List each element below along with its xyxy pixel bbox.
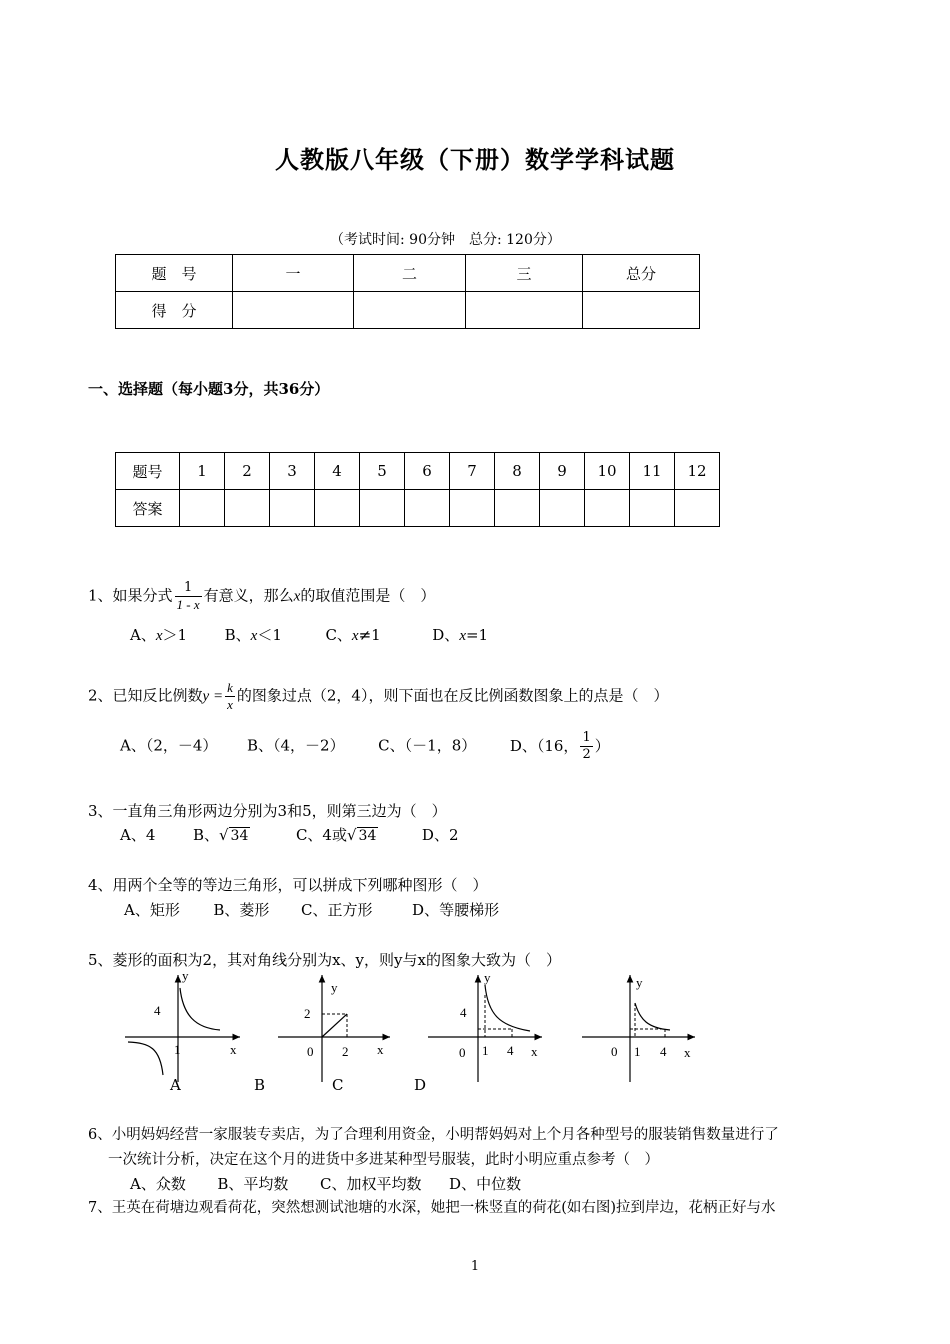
answer-number-cell: 10 [585,453,630,490]
question-7-line1: 7、王英在荷塘边观看荷花，突然想测试池塘的水深，她把一株竖直的荷花(如右图)拉到岸边，花柄正好与水 [88,1200,776,1216]
q6-option-d: D、中位数 [449,1175,522,1193]
score-header-cell: 二 [354,255,466,292]
answer-cell [540,490,585,527]
tick-label: 4 [460,1005,467,1020]
answer-cell [450,490,495,527]
axis-x-label: x [531,1044,538,1059]
tick-label: 2 [342,1044,349,1059]
q2-option-d [509,730,610,762]
score-cell [583,292,700,329]
answer-cell [675,490,720,527]
graph-label-b: B [254,1076,266,1094]
score-cell [233,292,354,329]
option-label: C、4或 [295,826,347,844]
q3-options [120,825,459,846]
answer-header-label: 题号 [116,453,180,490]
option-text: =1 [465,626,489,644]
answer-cell [405,490,450,527]
frac-den: 2 [582,747,591,762]
q1-var: x [293,588,301,605]
graph-label-a: A [170,1076,181,1094]
question-6-line1: 6、小明妈妈经营一家服装专卖店，为了合理利用资金，小明帮妈妈对上个月各种型号的服装销售数量进行了 [88,1127,779,1143]
score-table-header-row [116,255,700,292]
tick-label: 1 [634,1044,641,1059]
option-label: B、 [192,826,219,844]
answer-cell [270,490,315,527]
score-row-label: 得 分 [116,292,233,329]
tick-label: 1 [174,1042,181,1057]
question-6-line2: 一次统计分析，决定在这个月的进货中多进某种型号服装，此时小明应重点参考（ ） [108,1152,659,1168]
option-text: ＞1 [162,626,188,644]
q2-options [120,730,610,763]
answer-number-cell: 9 [540,453,585,490]
q2-frac-num: k [227,680,233,695]
answer-cell [225,490,270,527]
answer-number-cell: 2 [225,453,270,490]
axis-y-label: y [484,970,491,985]
answer-number-cell: 1 [180,453,225,490]
q6-options [130,1174,521,1194]
radicand: 34 [230,828,249,844]
graph-c [428,975,542,1082]
answer-number-cell: 5 [360,453,405,490]
q1-frac-num: 1 [175,580,202,597]
section-heading: 一、选择题（每小题3分，共36分） [88,380,330,398]
q1-suffix-b: 的取值范围是（ ） [300,586,436,605]
option-var: x [155,628,163,644]
q2-suffix: 的图象过点（2，4），则下面也在反比例函数图象上的点是（ ） [236,686,669,705]
q2-option-a: A、（2，－4） [120,736,218,755]
q1-suffix-a: 有意义，那么 [203,586,294,605]
graph-label-c: C [332,1076,344,1094]
answer-number-cell: 4 [315,453,360,490]
answer-cell [630,490,675,527]
radicand: 34 [358,828,377,844]
q4-option-b: B、菱形 [213,901,270,919]
axis-y-label: y [182,970,189,983]
sqrt-icon: √ 34 [218,826,249,844]
graph-d [582,975,695,1082]
q2-option-b: B、（4，－2） [246,736,345,755]
q4-option-a: A、矩形 [124,901,180,919]
score-table [115,254,700,329]
tick-label: 4 [660,1044,667,1059]
score-header-cell: 一 [233,255,354,292]
page-title: 人教版八年级（下册）数学学科试题 [275,145,675,174]
answer-number-cell: 12 [675,453,720,490]
option-var: x [459,628,466,644]
tick-label: 2 [304,1006,311,1021]
answer-cell [495,490,540,527]
sqrt-icon: √ 34 [346,826,377,844]
option-label: D、 [432,626,460,644]
score-table-row [116,292,700,329]
option-text: ） [594,736,610,755]
question-2 [88,680,668,713]
option-text: D、（16， [509,736,579,755]
q1-frac-den: 1 - x [176,597,200,612]
q3-option-b [193,826,250,844]
question-5: 5、菱形的面积为2，其对角线分别为x、y，则y与x的图象大致为（ ） [88,951,561,969]
option-label: A、 [130,626,156,644]
origin-label: 0 [307,1044,314,1059]
q3-option-a: A、4 [120,826,156,844]
q1-option-b [225,626,282,644]
origin-label: 0 [611,1044,618,1059]
exam-info: （考试时间: 90分钟 总分: 120分） [330,232,561,248]
axis-x-label: x [230,1042,237,1057]
q2-d-fraction [580,730,592,763]
option-var: x [250,628,258,644]
answer-cell [180,490,225,527]
q1-option-a [130,626,187,644]
option-label: B、 [224,626,251,644]
answer-row-label: 答案 [116,490,180,527]
graph-a [125,975,240,1082]
frac-num: 1 [582,730,591,745]
answer-cell [585,490,630,527]
score-cell [466,292,583,329]
q2-prefix: 2、已知反比例数 [88,686,203,705]
page-number: 1 [470,1259,480,1274]
q4-option-d: D、等腰梯形 [412,901,500,919]
answer-number-cell: 8 [495,453,540,490]
option-var: x [351,628,359,644]
score-header-cell: 三 [466,255,583,292]
q6-option-b: B、平均数 [217,1175,289,1193]
q2-frac-den: x [227,697,233,712]
answer-number-cell: 3 [270,453,315,490]
q3-option-d: D、2 [421,826,459,844]
answer-number-cell: 11 [630,453,675,490]
question-1 [88,580,435,613]
q6-option-a: A、众数 [130,1175,186,1193]
question-3: 3、一直角三角形两边分别为3和5，则第三边为（ ） [88,802,447,820]
q1-option-c [325,626,380,644]
question-4: 4、用两个全等的等边三角形，可以拼成下列哪种图形（ ） [88,876,488,894]
answer-number-cell: 7 [450,453,495,490]
axis-x-label: x [377,1042,384,1057]
q1-options [130,625,488,646]
answer-table-row [116,490,720,527]
q2-eq-lhs: y = [202,688,224,705]
score-header-cell: 总分 [583,255,700,292]
q3-option-c [296,826,378,844]
q1-option-d [432,626,488,644]
q1-prefix: 1、如果分式 [88,586,173,605]
answer-cell [315,490,360,527]
answer-number-cell: 6 [405,453,450,490]
tick-label: 4 [507,1043,514,1058]
tick-label: 4 [154,1003,161,1018]
answer-cell [360,490,405,527]
option-text: ＜1 [257,626,282,644]
axis-x-label: x [684,1045,691,1060]
q1-fraction [175,580,202,613]
option-label: C、 [325,626,352,644]
tick-label: 1 [482,1043,489,1058]
option-text: ≠1 [358,626,381,644]
score-header-cell: 题 号 [116,255,233,292]
axis-y-label: y [331,980,338,995]
q4-options [124,900,499,920]
axis-y-label: y [636,975,643,990]
q4-option-c: C、正方形 [301,901,373,919]
q2-option-c: C、（－1，8） [378,736,477,755]
answer-table-header-row [116,453,720,490]
q2-fraction [225,680,235,713]
graph-label-d: D [414,1076,427,1094]
origin-label: 0 [459,1045,466,1060]
answer-table [115,452,720,527]
score-cell [354,292,466,329]
q6-option-c: C、加权平均数 [320,1175,422,1193]
